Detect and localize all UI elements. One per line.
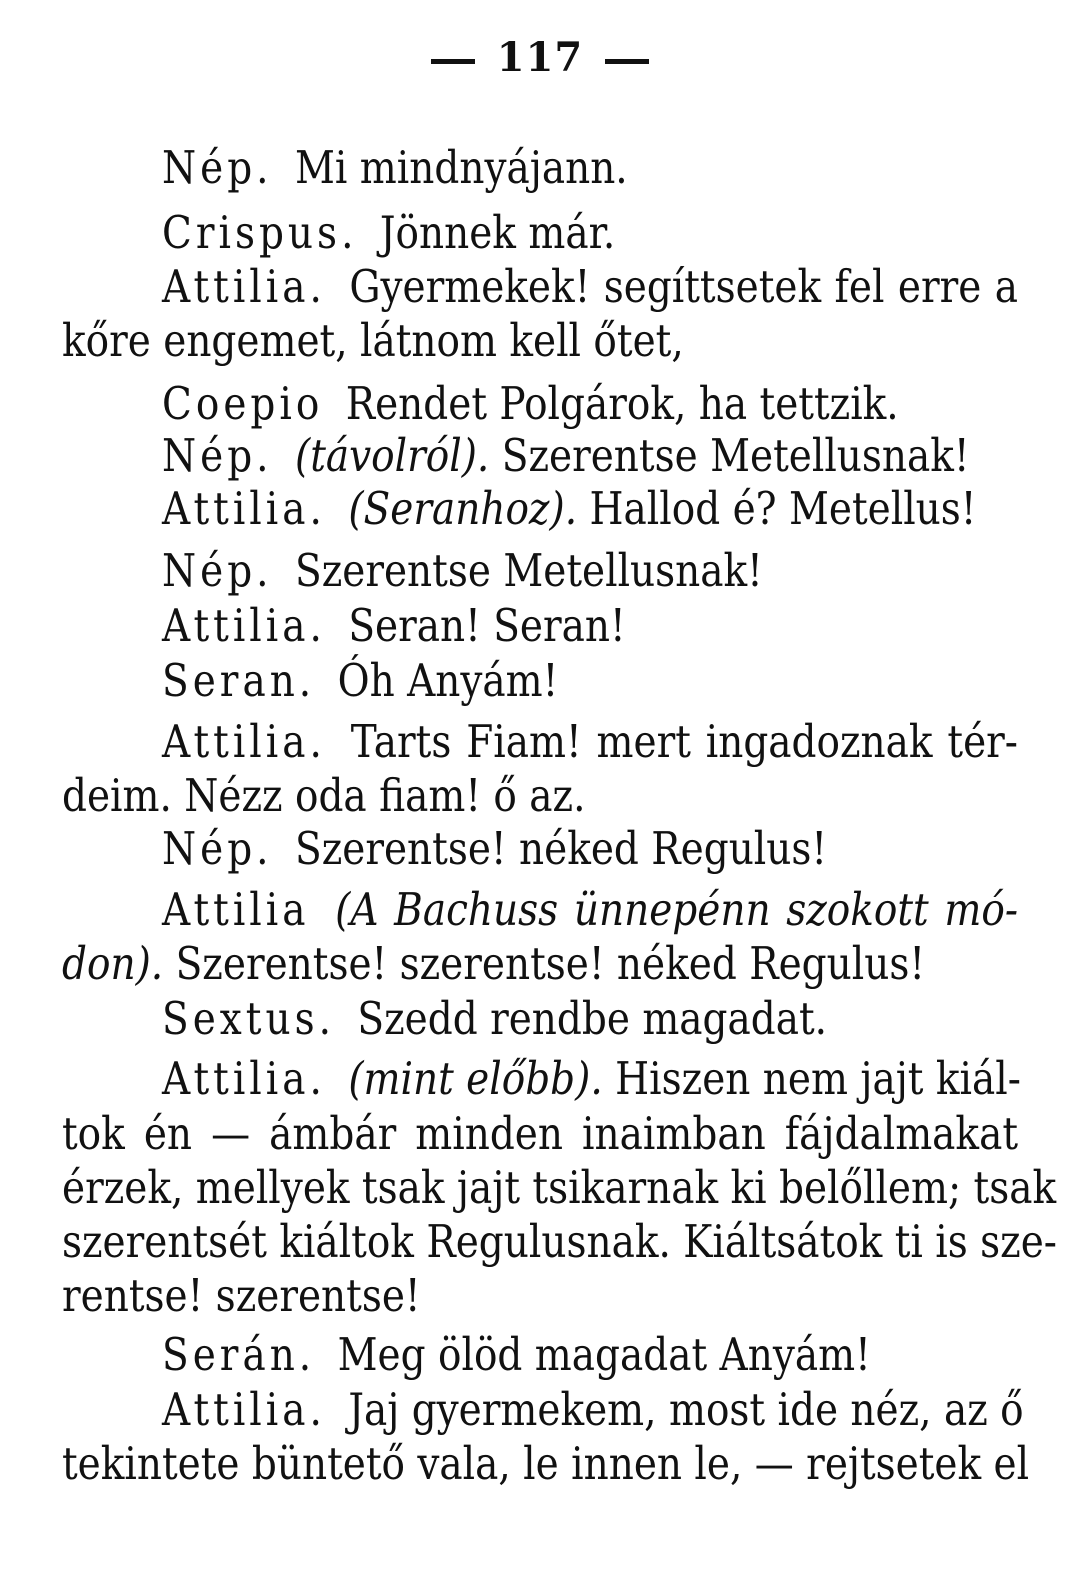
text-line	[162, 651, 1018, 714]
speaker-name: Crispus.	[162, 207, 358, 260]
speaker-name: Attilia.	[162, 716, 326, 769]
dialogue-text: Szerentse Metellusnak!	[294, 545, 763, 598]
dialogue-text: tekintete büntető vala, le innen le, — rejtsetek el	[62, 1438, 1030, 1491]
dialogue-text: Óh Anyám!	[337, 655, 559, 708]
dialogue-text: kőre engemet, látnom kell őtet,	[62, 315, 684, 368]
dialogue-text: Szerentse! szerentse! néked Regulus!	[175, 938, 926, 991]
dialogue-text: Jönnek már.	[379, 207, 616, 260]
dialogue-text: szerentsét kiáltok Regulusnak. Kiáltsátok ti is sze-	[62, 1216, 1057, 1269]
speaker-name: Attilia.	[162, 483, 326, 536]
stage-direction: (mint előbb).	[348, 1053, 603, 1106]
text-line	[162, 989, 1018, 1052]
speaker-name: Attilia.	[162, 1384, 326, 1437]
dialogue-text: Meg ölöd magadat Anyám!	[337, 1329, 871, 1382]
dialogue-text: Tarts Fiam! mert ingadoznak tér-	[350, 716, 1018, 769]
speaker-name: Attilia.	[162, 600, 326, 653]
speaker-name: Attilia.	[162, 261, 326, 314]
text-line	[62, 1266, 1018, 1329]
text-line	[162, 1325, 1018, 1388]
speaker-name: Coepio	[162, 378, 324, 431]
dialogue-text: Szedd rendbe magadat.	[357, 993, 828, 1046]
stage-direction: (Seranhoz).	[348, 483, 578, 536]
page-number: 117	[496, 34, 584, 81]
dialogue-text: Hiszen nem jajt kiál-	[615, 1053, 1021, 1106]
speaker-name: Attilia.	[162, 1053, 326, 1106]
dialogue-text: Seran! Seran!	[348, 600, 626, 653]
dialogue-text: Jaj gyermekem, most ide néz, az ő	[348, 1384, 1024, 1437]
header-dash-right	[605, 59, 649, 64]
dialogue-text: Gyermekek! segíttsetek fel erre a	[349, 261, 1018, 314]
text-line	[62, 1434, 1030, 1497]
dialogue-text: Rendet Polgárok, ha tettzik.	[345, 378, 899, 431]
text-line	[162, 596, 1018, 659]
dialogue-text: Szerentse! néked Regulus!	[294, 823, 828, 876]
speaker-name: Serán.	[162, 1329, 316, 1382]
speaker-name: Seran.	[162, 655, 316, 708]
speaker-name: Nép.	[162, 823, 273, 876]
dialogue-text: deim. Nézz oda fiam! ő az.	[62, 770, 586, 823]
stage-direction: (A Bachuss ünnepénn szokott mó-	[335, 884, 1018, 937]
speaker-name: Nép.	[162, 545, 273, 598]
text-line	[162, 479, 1018, 542]
stage-direction: don).	[62, 938, 164, 991]
speaker-name: Sextus.	[162, 993, 335, 1046]
dialogue-text: rentse! szerentse!	[62, 1270, 421, 1323]
dialogue-text: Hallod é? Metellus!	[589, 483, 977, 536]
text-line	[62, 934, 1018, 997]
dialogue-text: tok én — ámbár minden inaimban fájdalmakat	[62, 1108, 1018, 1161]
stage-direction: (távolról).	[294, 430, 490, 483]
dialogue-text: érzek, mellyek tsak jajt tsikarnak ki belőllem; tsak	[62, 1162, 1057, 1215]
speaker-name: Attilia	[162, 884, 310, 937]
text-line	[162, 138, 1018, 201]
text-line	[162, 1049, 1021, 1112]
text-line	[62, 311, 1018, 374]
text-line	[162, 819, 1018, 882]
page-header	[0, 34, 1080, 81]
header-dash-left	[431, 59, 475, 64]
dialogue-text: Szerentse Metellusnak!	[501, 430, 970, 483]
speaker-name: Nép.	[162, 142, 273, 195]
text-line	[162, 541, 1018, 604]
speaker-name: Nép.	[162, 430, 273, 483]
dialogue-text: Mi mindnyájann.	[294, 142, 628, 195]
